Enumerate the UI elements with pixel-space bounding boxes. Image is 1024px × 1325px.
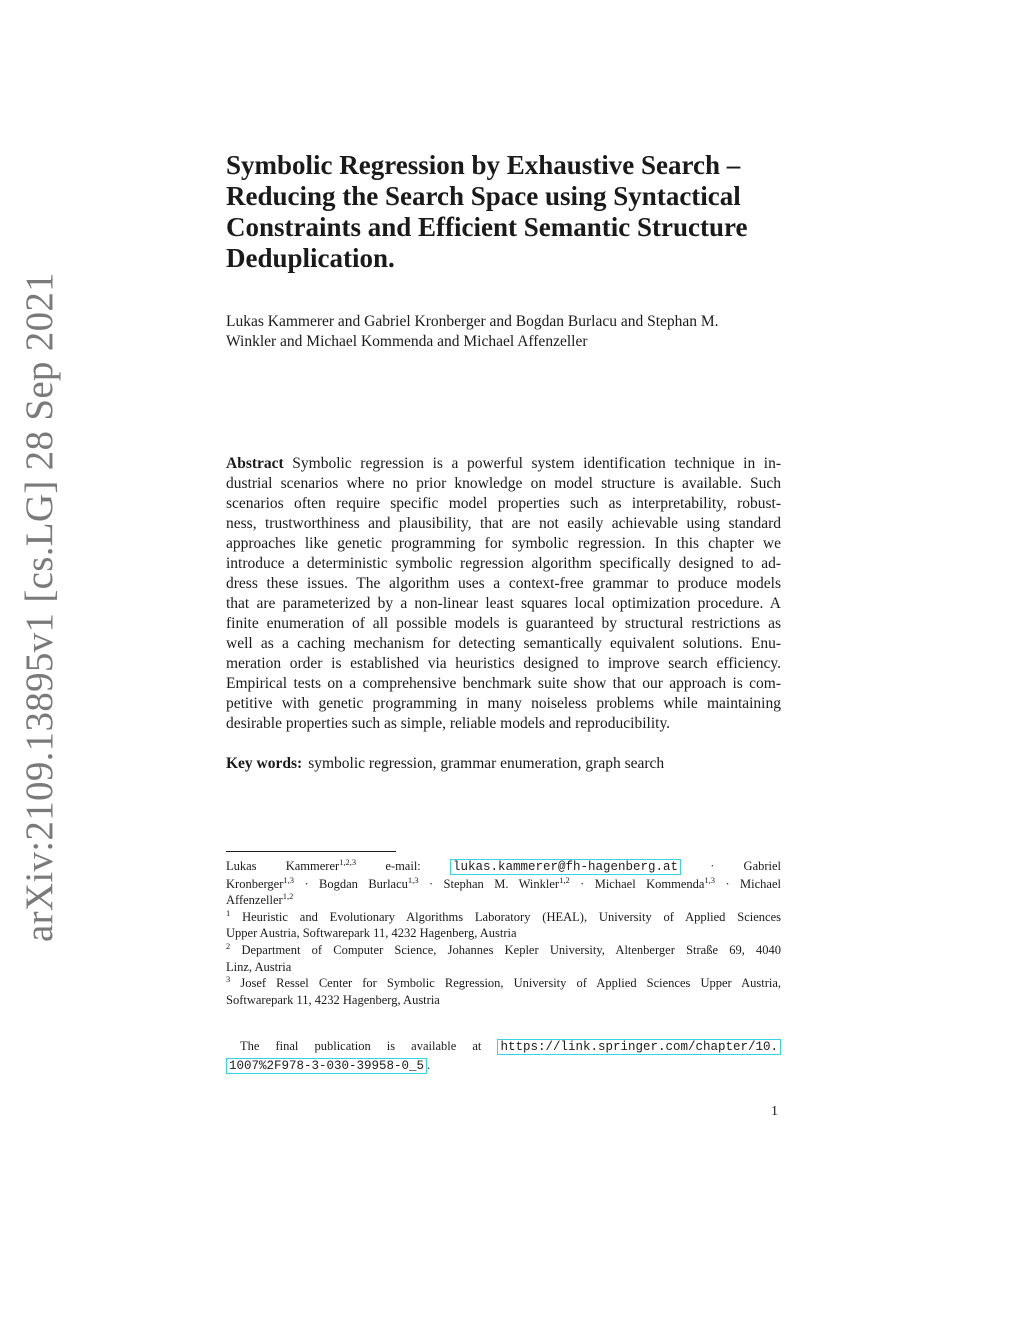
affiliation-marks: 1,3 — [283, 874, 295, 885]
abstract-line: approaches like genetic programming for symbolic regression. In this chapter we — [226, 535, 781, 552]
author-contact-footnote — [226, 858, 781, 909]
footnote-line: Linz, Austria — [226, 959, 292, 974]
keywords-text: symbolic regression, grammar enumeration, graph search — [308, 755, 665, 772]
abstract — [226, 454, 781, 734]
author-name: Kronberger — [226, 876, 284, 891]
author-name: · Michael Kommenda — [580, 876, 705, 891]
separator: · — [710, 859, 715, 873]
affiliation-marks: 1,2,3 — [339, 857, 357, 867]
final-publication-note — [226, 1037, 781, 1075]
arxiv-identifier-stamp: arXiv:2109.13895v1 [cs.LG] 28 Sep 2021 — [18, 272, 61, 942]
email-link[interactable]: lukas.kammerer@fh-hagenberg.at — [450, 859, 681, 875]
author-name: Gabriel — [743, 859, 782, 873]
abstract-line: desirable properties such as simple, reliable models and reproducibility. — [226, 715, 671, 732]
abstract-line: introduce a deterministic symbolic regression algorithm specifically designed to ad- — [226, 555, 781, 572]
abstract-line: meration order is established via heuristics designed to improve search efficiency. — [226, 655, 781, 672]
author-name: · Michael — [725, 876, 782, 891]
keywords — [226, 754, 781, 774]
author-name: Affenzeller — [226, 893, 283, 908]
abstract-line: dustrial scenarios where no prior knowledge on model structure is available. Such — [226, 475, 781, 492]
affiliation-marks: 1,2 — [559, 874, 570, 885]
footnote-mark: 1 — [226, 907, 231, 918]
title-line: Reducing the Search Space using Syntactical — [226, 181, 741, 211]
abstract-label: Abstract — [226, 455, 284, 472]
affiliation-footnote — [226, 909, 781, 942]
footnote-line — [226, 975, 781, 992]
abstract-line: scenarios often require specific model properties such as interpretability, robust- — [226, 495, 781, 512]
author-name: Lukas Kammerer — [226, 859, 340, 873]
author-list — [226, 312, 786, 352]
abstract-line: petitive with genetic programming in many noiseless problems while maintaining — [226, 695, 781, 712]
keywords-label: Key words: — [226, 755, 303, 772]
affiliation-footnote — [226, 942, 781, 975]
footnote-line: Softwarepark 11, 4232 Hagenberg, Austria — [226, 992, 440, 1007]
abstract-first-line: Symbolic regression is a powerful system identification technique in in- — [292, 455, 782, 472]
page-number: 1 — [771, 1104, 778, 1119]
email-label: e-mail: — [385, 859, 421, 873]
title-line: Constraints and Efficient Semantic Structure — [226, 212, 748, 242]
abstract-line: that are parameterized by a non-linear least squares local optimization procedure. A — [226, 595, 781, 612]
footnote-mark: 2 — [226, 940, 231, 951]
abstract-line: Empirical tests on a comprehensive benchmark suite show that our approach is com- — [226, 675, 781, 692]
author-name: · Bogdan Burlacu — [304, 876, 408, 891]
footnote-line — [226, 858, 781, 876]
abstract-line: well as a caching mechanism for detecting semantically equivalent solutions. Enu- — [226, 635, 781, 652]
footnote-line — [226, 892, 781, 909]
paper-title — [226, 150, 786, 274]
abstract-line — [226, 454, 781, 474]
note-end: . — [427, 1058, 431, 1072]
affiliation-text: Heuristic and Evolutionary Algorithms Laboratory (HEAL), University of Applied Sciences — [242, 909, 781, 924]
affiliation-text: Department of Computer Science, Johannes Kepler University, Altenberger Straße 69, 4040 — [241, 942, 782, 957]
author-line: Winkler and Michael Kommenda and Michael Affenzeller — [226, 333, 588, 350]
note-line — [226, 1056, 781, 1075]
abstract-line: ness, trustworthiness and plausibility, that are not easily achievable using standard — [226, 515, 781, 532]
footnote-divider — [226, 851, 396, 852]
publication-link-continued[interactable]: 1007%2F978-3-030-39958-0_5 — [226, 1058, 427, 1074]
footnote-line — [226, 876, 781, 893]
footnote-mark: 3 — [226, 974, 231, 985]
affiliation-marks: 1,2 — [282, 891, 294, 902]
note-text: The final publication is available at — [240, 1039, 482, 1053]
author-line: Lukas Kammerer and Gabriel Kronberger and Bogdan Burlacu and Stephan M. — [226, 313, 719, 330]
author-name: · Stephan M. Winkler — [428, 876, 560, 891]
title-line: Symbolic Regression by Exhaustive Search – — [226, 150, 741, 180]
footnote-line — [226, 909, 781, 926]
affiliation-marks: 1,3 — [407, 874, 419, 885]
abstract-line: finite enumeration of all possible models is guaranteed by structural restrictions as — [226, 615, 781, 632]
affiliation-text: Josef Ressel Center for Symbolic Regression, University of Applied Sciences Upper Austria, — [240, 976, 782, 991]
title-line: Deduplication. — [226, 243, 395, 273]
footnote-line: Upper Austria, Softwarepark 11, 4232 Hagenberg, Austria — [226, 926, 517, 941]
affiliation-footnote — [226, 975, 781, 1008]
note-line — [226, 1037, 781, 1056]
footnote-line — [226, 942, 781, 959]
abstract-line: dress these issues. The algorithm uses a context-free grammar to produce models — [226, 575, 781, 592]
publication-link[interactable]: https://link.springer.com/chapter/10. — [497, 1039, 781, 1055]
affiliation-marks: 1,3 — [704, 874, 716, 885]
footnotes — [226, 858, 781, 1008]
